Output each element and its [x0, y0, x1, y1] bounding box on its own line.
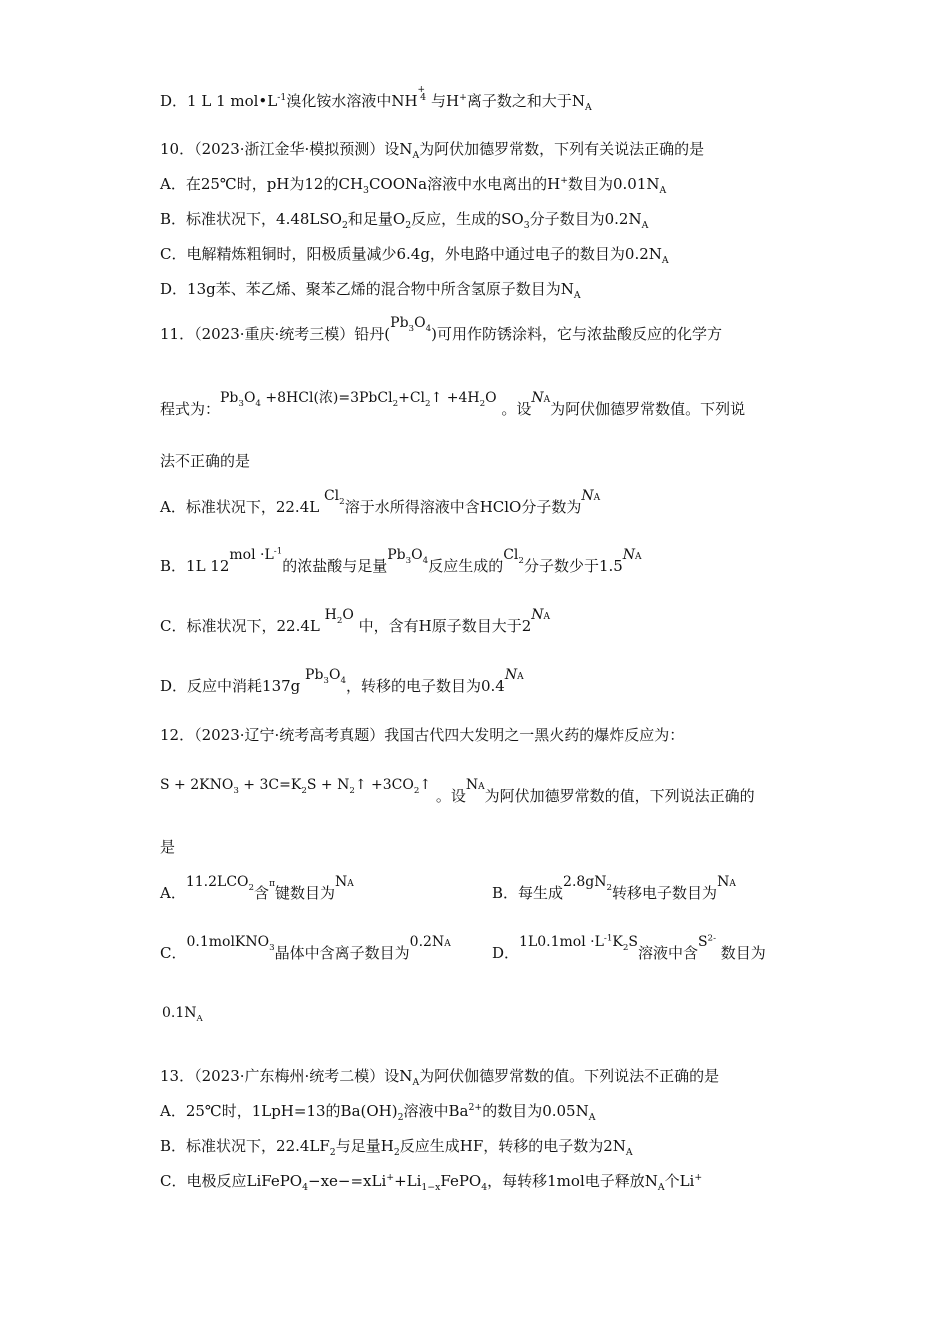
q11-stem-line3: 法不正确的是 — [160, 452, 251, 470]
q13-option-b: B．标准状况下，$22.4LF_2$与足量$H_2$反应生成HF，转移的电子数为$2N_A$ — [160, 1137, 633, 1158]
q11-option-c: C．标准状况下，22.4L $H_2O$ 中，含有H原子数目大于$2N^A$ — [160, 607, 550, 635]
q12-option-d-cont: $0.1N_A$ — [162, 1005, 203, 1024]
q13-option-c: C．电极反应$LiFePO_4-xe-=xLi^++Li_{1-x}FePO_4$，每转移1mol电子释放$N_A$个Li+ — [160, 1172, 703, 1193]
q11-stem-line1: 11．（2023·重庆·统考三模）铅丹$(Pb_3O_4)$可用作防锈涂料，它与浓盐酸反应的化学方 — [160, 315, 722, 343]
q12-option-a: A．$11.2LCO_2$含$^\pi$键数目为$N^A$ — [160, 874, 354, 902]
q10-option-a: A．在25℃时，pH为12的$CH_3COONa$溶液中水电离出的H+数目为$0.01N_A$ — [160, 175, 667, 196]
q12-stem-line3: 是 — [160, 838, 176, 856]
q11-stem-line2: 程式为：$Pb_3O_4 +8HCl$(浓)$=3PbCl_2+Cl_2↑ +4H_2O$ 。设$N^A$为阿伏伽德罗常数值。下列说 — [160, 390, 746, 418]
q12-stem-line2: $S + 2KNO_3 + 3C=K_2S$ + $N_2↑$ $+3CO_2↑$ 。设$N^A$为阿伏加德罗常数的值，下列说法正确的 — [160, 777, 755, 805]
q13-option-a: A．25℃时，1LpH=13的$Ba(OH)_2$溶液中$Ba^{2+}$的数目为$0.05N_A$ — [160, 1102, 596, 1123]
q12-option-c: C．0.1molKNO$_3$晶体中含离子数目为$0.2N^A$ — [160, 934, 451, 962]
q13-stem: 13．（2023·广东梅州·统考二模）设$N_A$为阿伏伽德罗常数的值。下列说法不正确的是 — [160, 1067, 720, 1088]
q11-option-b: B．1L $12mol \cdot L^{-1}$的浓盐酸与足量$Pb_3O_4$反应生成的$Cl_2$分子数少于$1.5N^A$ — [160, 546, 642, 575]
q10-option-c: C．电解精炼粗铜时，阳极质量减少6.4g，外电路中通过电子的数目为$0.2N_A$ — [160, 245, 669, 266]
q12-option-b: B．每生成$2.8gN_2$转移电子数目为$N^A$ — [492, 874, 736, 902]
q12-stem-line1: 12．（2023·辽宁·统考高考真题）我国古代四大发明之一黑火药的爆炸反应为： — [160, 726, 685, 744]
q11-option-d: D．反应中消耗137g $Pb_3O_4$，转移的电子数目为$0.4N^A$ — [160, 667, 524, 695]
q9-option-d: D．1 L 1 $mol•L^{-1}$溴化铵水溶液中$NH^{+4}$ 与H+离子数之和大于$N_A$ — [160, 85, 592, 113]
q10-stem: 10．（2023·浙江金华·模拟预测）设$N_A$为阿伏加德罗常数，下列有关说法正确的是 — [160, 140, 705, 161]
q10-option-d: D．13g苯、苯乙烯、聚苯乙烯的混合物中所含氢原子数目为$N_A$ — [160, 280, 581, 301]
q11-option-a: A．标准状况下，22.4L $Cl_2$溶于水所得溶液中含HClO分子数为$N^A$ — [160, 488, 601, 516]
q10-option-b: B．标准状况下，$4.48LSO_2$和足量$O_2$反应，生成的$SO_3$分子数目为$0.2N_A$ — [160, 210, 649, 231]
q12-option-d: D．$1L0.1mol \cdot L^{-1}K_2S$溶液中含$S^{2-}$ 数目为 — [492, 933, 766, 962]
